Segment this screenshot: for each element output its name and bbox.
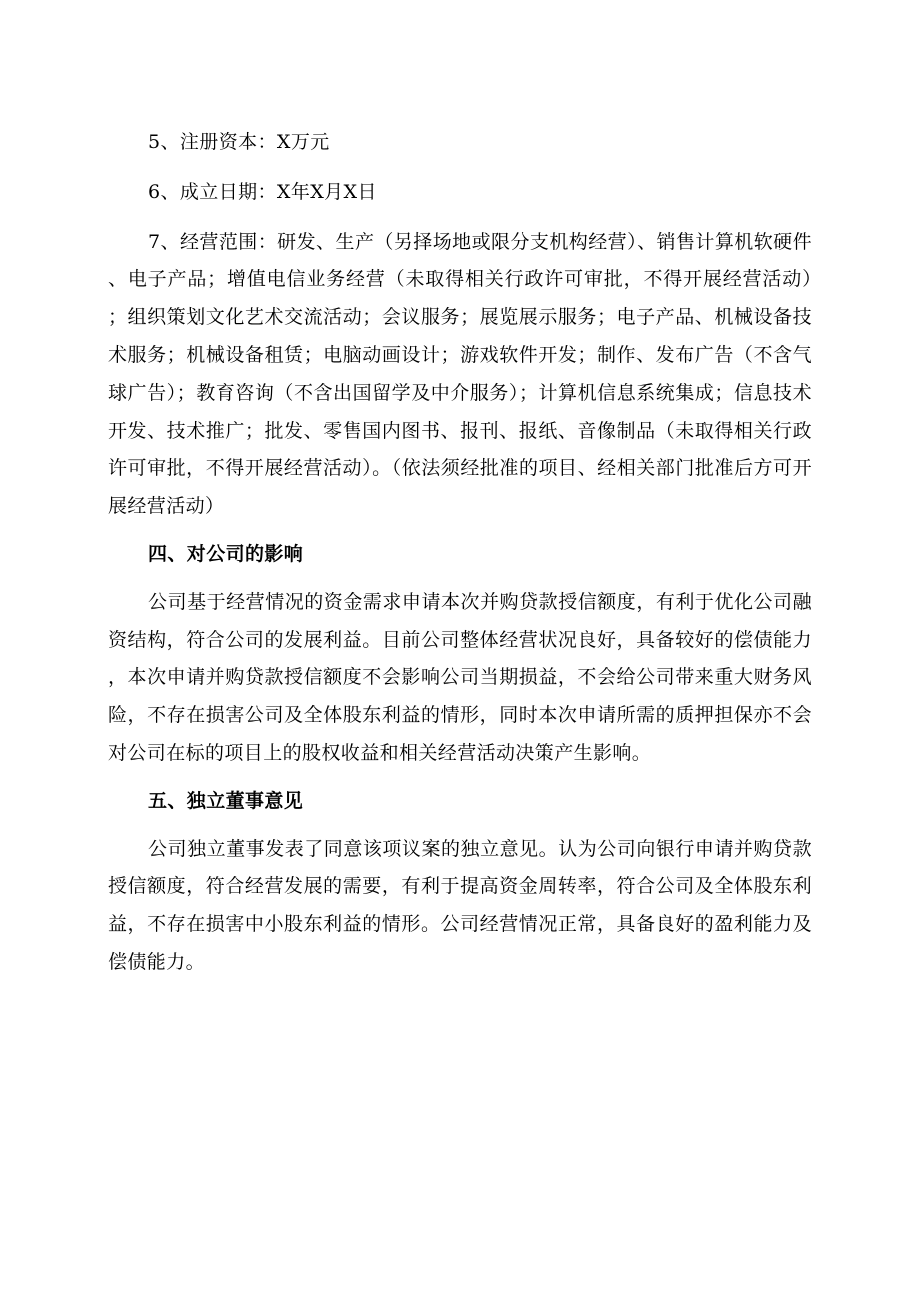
item-establishment-date: 6、成立日期：X年X月X日	[148, 180, 377, 203]
section-heading-impact: 四、对公司的影响	[148, 542, 304, 565]
item-registered-capital: 5、注册资本：X万元	[148, 131, 330, 153]
document-body	[108, 124, 812, 982]
item-business-scope: 7、经营范围：研发、生产（另择场地或限分支机构经营）、销售计算机软硬件、电子产品；增值电信业务经营（未取得相关行政许可审批，不得开展经营活动）；组织策划文化艺术交流活动；会议服务；展览展示服务；电子产品、机械设备技术服务；机械设备租赁；电脑动画设计；游戏软件开发；制作、发布广告（不含气球广告）；教育咨询（不含出国留学及中介服务）；计算机信息系统集成；信息技术开发、技术推广；批发、零售国内图书、报刊、报纸、音像制品（未取得相关行政许可审批，不得开展经营活动）。（依法须经批准的项目、经相关部门批准后方可开展经营活动）	[108, 230, 812, 518]
section-heading-independent-directors: 五、独立董事意见	[148, 789, 304, 812]
section-body-impact: 公司基于经营情况的资金需求申请本次并购贷款授信额度，有利于优化公司融资结构，符合公司的发展利益。目前公司整体经营状况良好，具备较好的偿债能力，本次申请并购贷款授信额度不会影响公司当期损益，不会给公司带来重大财务风险，不存在损害公司及全体股东利益的情形，同时本次申请所需的质押担保亦不会对公司在标的项目上的股权收益和相关经营活动决策产生影响。	[108, 590, 812, 764]
section-body-independent-directors: 公司独立董事发表了同意该项议案的独立意见。认为公司向银行申请并购贷款授信额度，符合经营发展的需要，有利于提高资金周转率，符合公司及全体股东利益，不存在损害中小股东利益的情形。公司经营情况正常，具备良好的盈利能力及偿债能力。	[108, 837, 812, 973]
